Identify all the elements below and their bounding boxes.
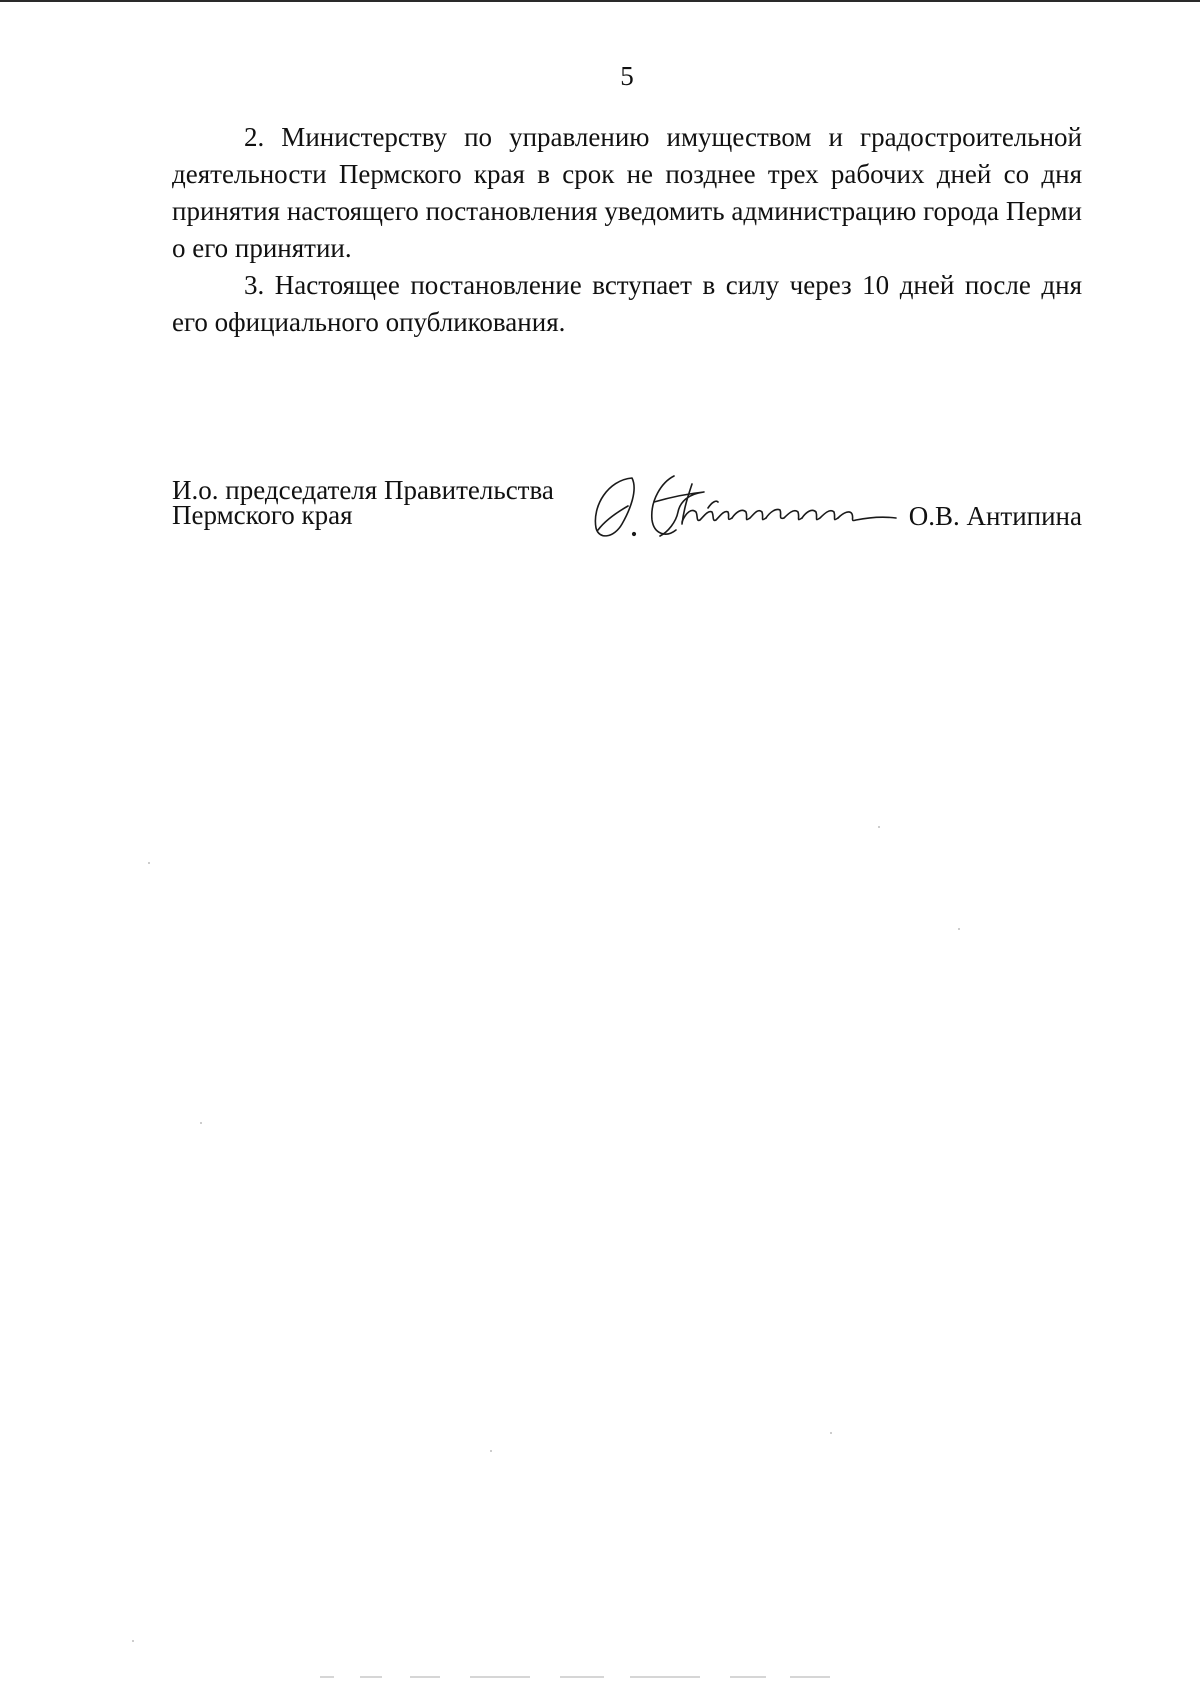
- signer-title-line-2: Пермского края: [172, 500, 353, 530]
- scan-speck: [958, 928, 960, 930]
- scan-top-edge: [0, 0, 1200, 2]
- scan-speck: [200, 1122, 202, 1124]
- signer-title-line-1: И.о. председателя Правительства: [172, 475, 554, 505]
- scan-speck: [132, 1640, 134, 1642]
- scan-speck: [148, 862, 150, 864]
- paragraph-2: 2. Министерству по управлению имуществом и градостроительной деятельности Пермского края в срок не позднее трех рабочих дней со дня принятия настоящего постановления уведомить администрацию города Перми о его принятии.: [172, 122, 1082, 263]
- signer-name: О.В. Антипина: [908, 501, 1082, 531]
- scan-bottom-noise: [320, 1676, 840, 1679]
- page-number: 5: [620, 61, 634, 91]
- signature-block: [172, 475, 1082, 558]
- handwritten-signature: [588, 472, 898, 544]
- scan-speck: [878, 826, 880, 828]
- scan-speck: [830, 1432, 832, 1434]
- paragraph-3: 3. Настоящее постановление вступает в силу через 10 дней после дня его официального опубликования.: [172, 270, 1082, 337]
- signer-title: [172, 475, 554, 530]
- document-body: [172, 119, 1082, 341]
- scan-speck: [490, 1450, 492, 1452]
